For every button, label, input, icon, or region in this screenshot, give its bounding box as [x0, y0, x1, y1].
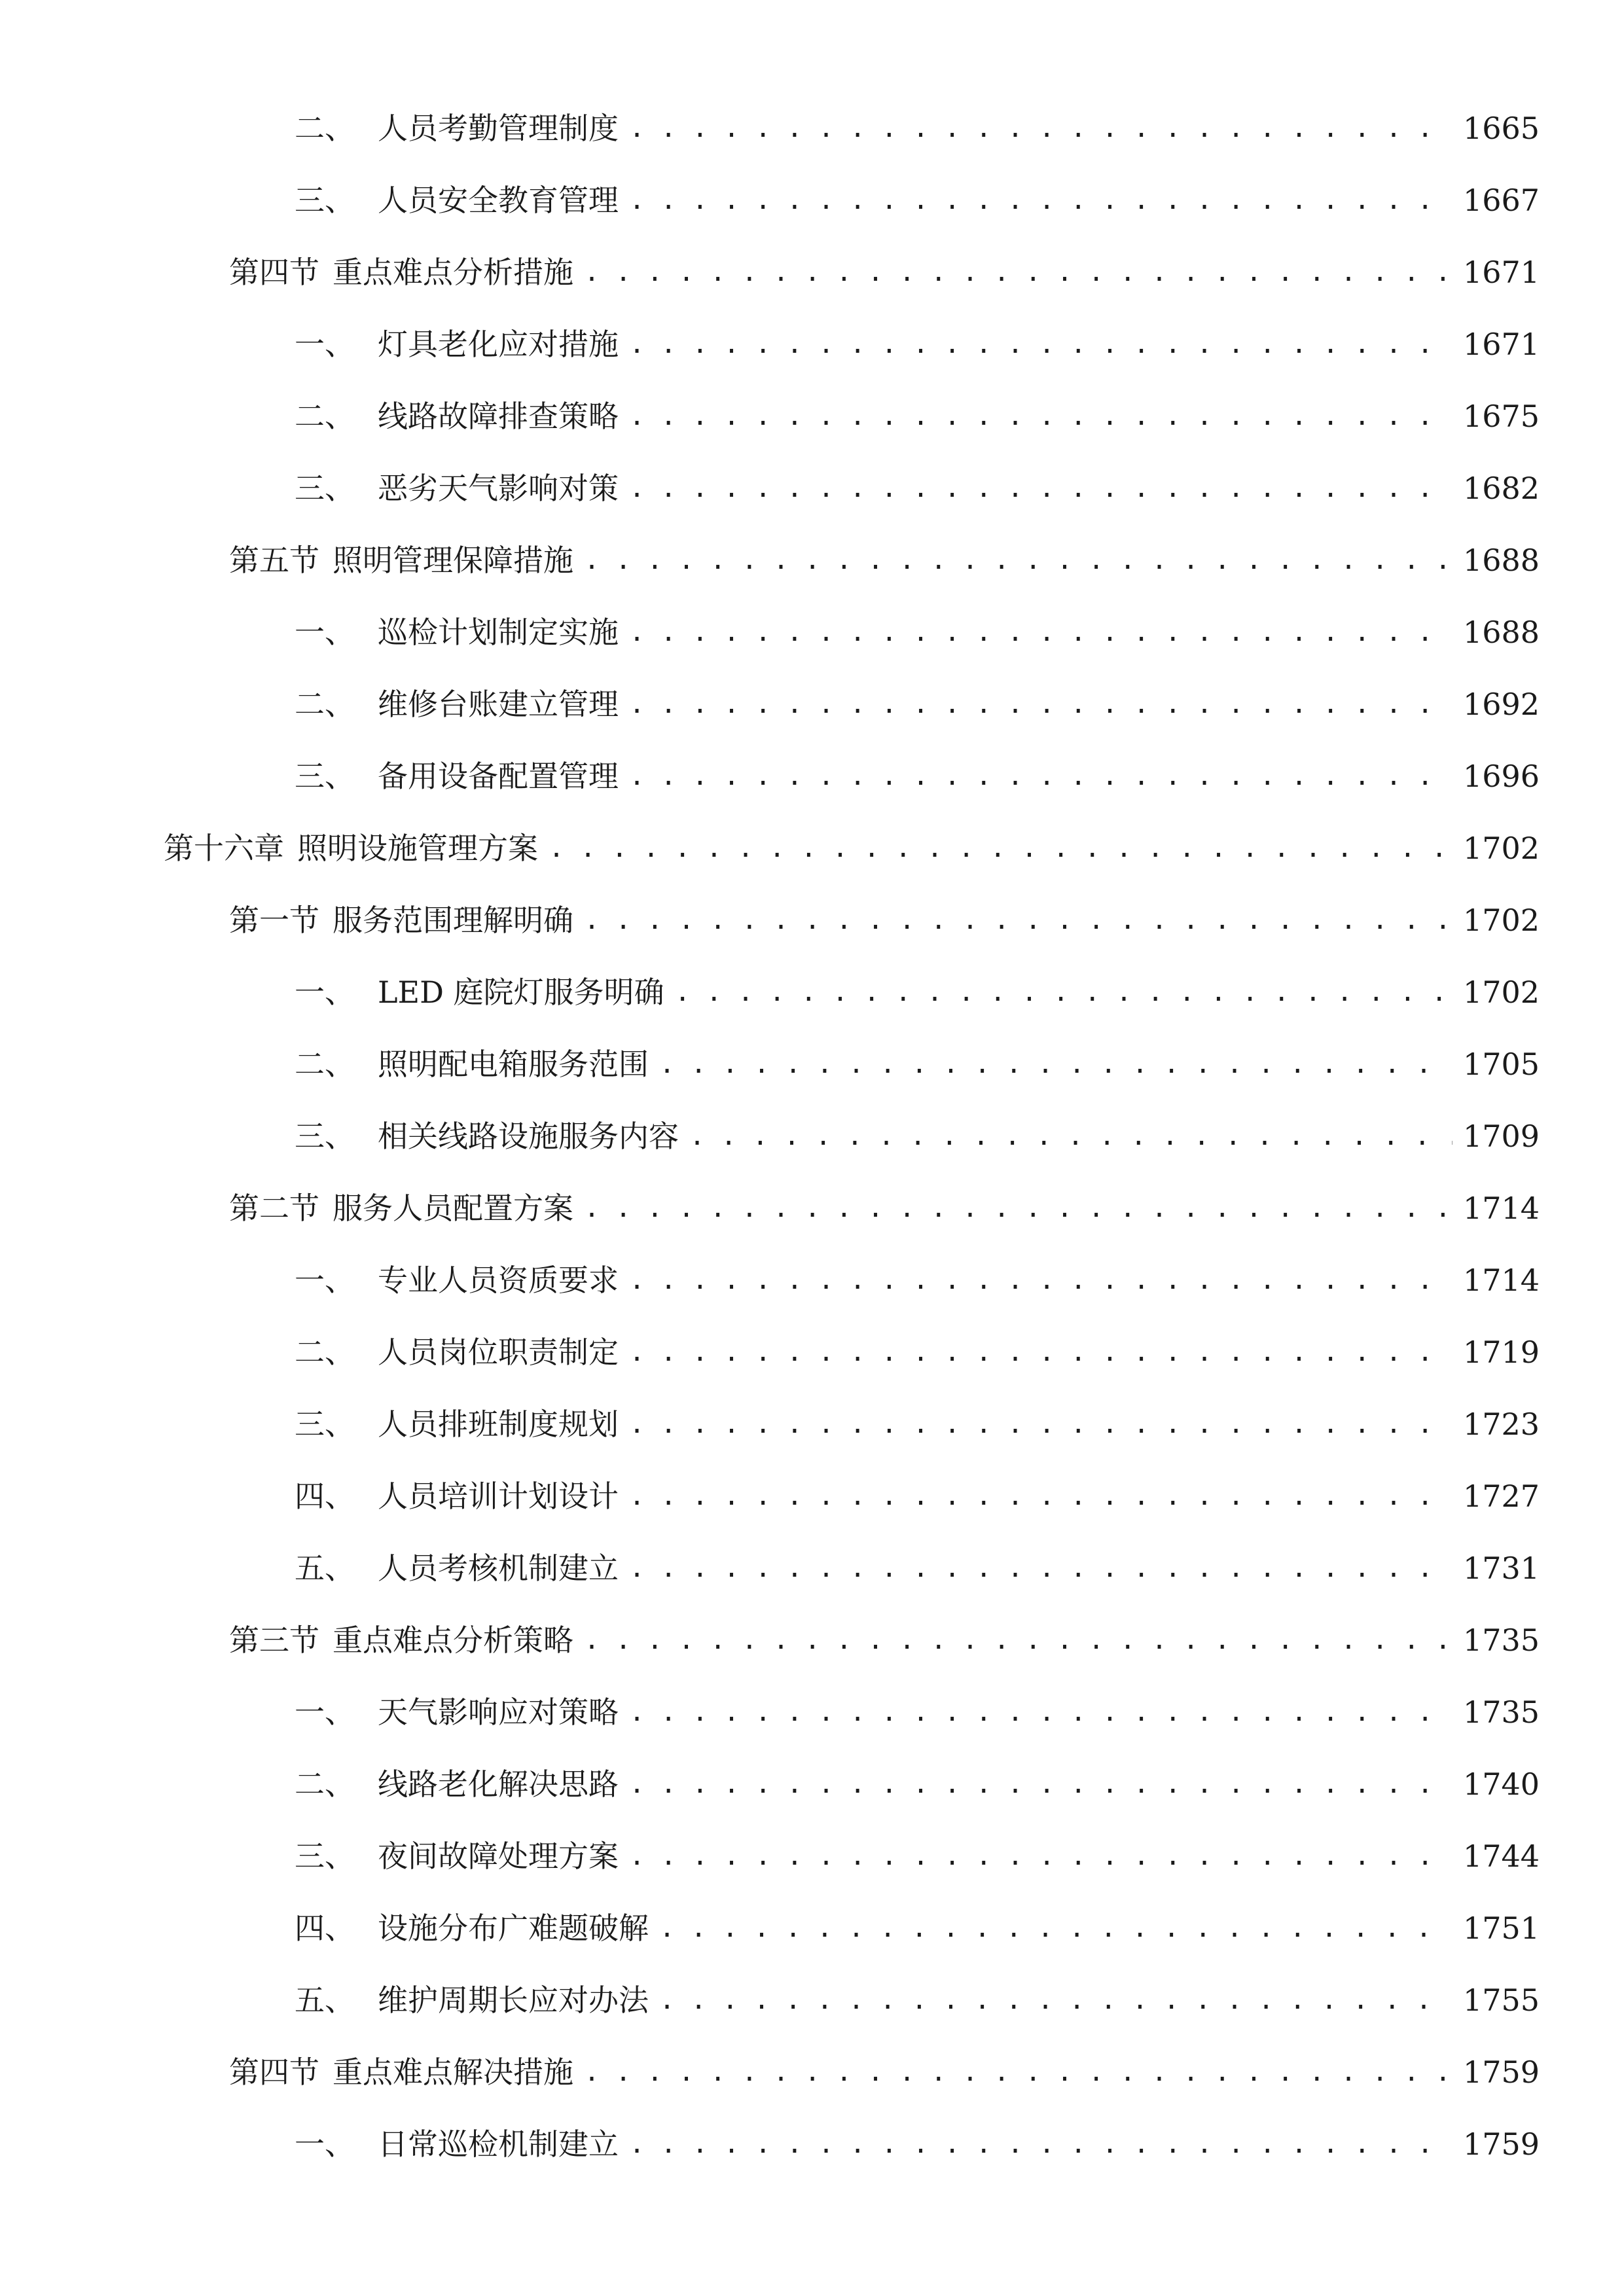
toc-entry-label	[295, 1405, 619, 1444]
toc-entry-marker: 三、	[295, 1119, 355, 1154]
toc-entry-marker: 二、	[295, 1047, 355, 1082]
toc-page-number: 1671	[1463, 327, 1540, 362]
toc-entry[interactable]	[295, 1247, 1540, 1300]
toc-entry[interactable]	[295, 1463, 1540, 1516]
toc-entry[interactable]	[295, 1967, 1540, 2020]
toc-entry-title: 维护周期长应对办法	[378, 1982, 649, 2018]
toc-entry-title: 夜间故障处理方案	[378, 1839, 619, 1874]
toc-entry[interactable]	[295, 1535, 1540, 1588]
toc-entry-label	[295, 1693, 619, 1732]
dot-leader	[584, 2053, 1453, 2092]
toc-entry-label	[295, 181, 619, 220]
toc-entry-title: 备用设备配置管理	[378, 759, 619, 794]
toc-entry[interactable]	[295, 312, 1540, 364]
toc-entry-title: 日常巡检机制建立	[378, 2126, 619, 2162]
toc-page-number: 1702	[1463, 975, 1540, 1010]
toc-entry[interactable]	[295, 1751, 1540, 1804]
toc-entry-marker: 一、	[295, 327, 355, 362]
toc-page-number: 1702	[1463, 831, 1540, 866]
toc-entry-label	[295, 1117, 679, 1156]
toc-entry-marker: 一、	[295, 615, 355, 650]
toc-entry-label	[295, 469, 619, 508]
dot-leader	[629, 2125, 1453, 2164]
dot-leader	[584, 901, 1453, 940]
toc-entry-title: 巡检计划制定实施	[378, 615, 619, 650]
toc-entry[interactable]	[295, 672, 1540, 724]
toc-entry-marker: 四、	[295, 1910, 355, 1946]
toc-entry[interactable]	[295, 456, 1540, 508]
toc-entry[interactable]	[229, 888, 1540, 940]
toc-entry-label	[164, 829, 538, 868]
dot-leader	[659, 1909, 1453, 1948]
toc-entry[interactable]	[229, 1175, 1540, 1228]
toc-entry[interactable]	[295, 1679, 1540, 1732]
toc-entry[interactable]	[295, 600, 1540, 652]
toc-page-number: 1759	[1463, 2054, 1540, 2090]
toc-entry-title: 照明管理保障措施	[333, 543, 573, 578]
dot-leader	[675, 973, 1453, 1012]
toc-page-number: 1735	[1463, 1695, 1540, 1730]
toc-page-number: 1692	[1463, 687, 1540, 722]
toc-entry-label	[295, 1837, 619, 1876]
toc-page-number: 1731	[1463, 1551, 1540, 1586]
toc-entry-label	[295, 1549, 619, 1588]
toc-entry-title: LED 庭院灯服务明确	[378, 975, 664, 1010]
toc-entry-label	[295, 1333, 619, 1372]
toc-entry[interactable]	[229, 2039, 1540, 2092]
toc-entry-marker: 三、	[295, 1839, 355, 1874]
toc-entry-label	[295, 757, 619, 796]
toc-entry-label	[295, 1909, 649, 1948]
dot-leader	[584, 541, 1453, 580]
toc-entry-marker: 第一节	[229, 903, 319, 938]
toc-entry[interactable]	[295, 168, 1540, 220]
dot-leader	[584, 1621, 1453, 1660]
toc-page-number: 1705	[1463, 1047, 1540, 1082]
toc-entry-title: 人员考核机制建立	[378, 1551, 619, 1586]
toc-entry-marker: 二、	[295, 1335, 355, 1370]
toc-entry-marker: 五、	[295, 1551, 355, 1586]
toc-entry-label	[295, 325, 619, 364]
toc-entry-title: 设施分布广难题破解	[378, 1910, 649, 1946]
toc-entry-marker: 四、	[295, 1479, 355, 1514]
dot-leader	[689, 1117, 1453, 1156]
toc-entry-marker: 三、	[295, 1407, 355, 1442]
toc-entry-marker: 二、	[295, 399, 355, 434]
toc-page-number: 1675	[1463, 399, 1540, 434]
dot-leader	[629, 1477, 1453, 1516]
dot-leader	[629, 181, 1453, 220]
toc-entry[interactable]	[295, 96, 1540, 148]
dot-leader	[629, 1765, 1453, 1804]
toc-entry-title: 线路故障排查策略	[378, 399, 619, 434]
toc-page-number: 1671	[1463, 255, 1540, 290]
toc-page-number: 1702	[1463, 903, 1540, 938]
toc-entry[interactable]	[229, 1607, 1540, 1660]
toc-entry-title: 重点难点解决措施	[333, 2054, 573, 2090]
dot-leader	[629, 325, 1453, 364]
dot-leader	[629, 685, 1453, 724]
toc-entry-label	[295, 685, 619, 724]
toc-entry-title: 专业人员资质要求	[378, 1263, 619, 1298]
toc-entry-title: 人员考勤管理制度	[378, 111, 619, 146]
toc-page-number: 1665	[1463, 111, 1540, 146]
toc-entry-marker: 三、	[295, 759, 355, 794]
toc-entry-label	[295, 973, 664, 1012]
toc-entry-label	[229, 901, 573, 940]
toc-entry-label	[295, 1477, 619, 1516]
dot-leader	[629, 109, 1453, 148]
toc-page-number: 1735	[1463, 1623, 1540, 1658]
toc-entry[interactable]	[295, 744, 1540, 796]
toc-entry[interactable]	[295, 2111, 1540, 2164]
toc-entry-title: 恶劣天气影响对策	[378, 471, 619, 506]
toc-entry-title: 服务范围理解明确	[333, 903, 573, 938]
toc-entry-title: 人员培训计划设计	[378, 1479, 619, 1514]
toc-entry-title: 人员岗位职责制定	[378, 1335, 619, 1370]
toc-page-number: 1714	[1463, 1263, 1540, 1298]
toc-page-number: 1755	[1463, 1982, 1540, 2018]
dot-leader	[659, 1045, 1453, 1084]
dot-leader	[629, 1549, 1453, 1588]
toc-entry-title: 维修台账建立管理	[378, 687, 619, 722]
toc-page-number: 1682	[1463, 471, 1540, 506]
dot-leader	[629, 1837, 1453, 1876]
dot-leader	[629, 757, 1453, 796]
toc-entry-label	[295, 1045, 649, 1084]
toc-entry-label	[295, 2125, 619, 2164]
dot-leader	[629, 1405, 1453, 1444]
toc-entry[interactable]	[229, 240, 1540, 292]
toc-entry-marker: 一、	[295, 1695, 355, 1730]
toc-entry-marker: 第二节	[229, 1191, 319, 1226]
toc-page-number: 1688	[1463, 615, 1540, 650]
toc-entry-marker: 一、	[295, 1263, 355, 1298]
toc-entry-marker: 二、	[295, 111, 355, 146]
dot-leader	[629, 1333, 1453, 1372]
toc-entry-title: 人员安全教育管理	[378, 183, 619, 218]
toc-entry-label	[295, 613, 619, 652]
toc-entry[interactable]	[295, 1895, 1540, 1948]
toc-entry-label	[295, 397, 619, 436]
dot-leader	[584, 1189, 1453, 1228]
toc-entry-title: 人员排班制度规划	[378, 1407, 619, 1442]
toc-entry-label	[295, 1765, 619, 1804]
dot-leader	[629, 397, 1453, 436]
dot-leader	[549, 829, 1453, 868]
toc-entry-label	[229, 541, 573, 580]
toc-entry-label	[229, 1189, 573, 1228]
toc-entry-marker: 一、	[295, 2126, 355, 2162]
toc-entry[interactable]	[229, 528, 1540, 580]
toc-entry[interactable]	[295, 1391, 1540, 1444]
dot-leader	[629, 1693, 1453, 1732]
toc-entry-title: 重点难点分析措施	[333, 255, 573, 290]
toc-entry-label	[229, 2053, 573, 2092]
toc-entry-label	[295, 1261, 619, 1300]
toc-page-number: 1709	[1463, 1119, 1540, 1154]
toc-entry[interactable]	[295, 1319, 1540, 1372]
toc-entry-label	[229, 253, 573, 292]
toc-entry-marker: 第四节	[229, 255, 319, 290]
toc-entry-title: 天气影响应对策略	[378, 1695, 619, 1730]
toc-entry-title: 服务人员配置方案	[333, 1191, 573, 1226]
toc-entry-title: 照明配电箱服务范围	[378, 1047, 649, 1082]
toc-page-number: 1751	[1463, 1910, 1540, 1946]
dot-leader	[629, 469, 1453, 508]
dot-leader	[659, 1981, 1453, 2020]
toc-page-number: 1719	[1463, 1335, 1540, 1370]
toc-page-number: 1696	[1463, 759, 1540, 794]
toc-entry-title: 线路老化解决思路	[378, 1767, 619, 1802]
toc-entry-marker: 二、	[295, 687, 355, 722]
toc-page-number: 1723	[1463, 1407, 1540, 1442]
dot-leader	[629, 613, 1453, 652]
toc-entry-marker: 三、	[295, 183, 355, 218]
toc-page-number: 1667	[1463, 183, 1540, 218]
toc-entry[interactable]	[295, 1823, 1540, 1876]
toc-entry-label	[295, 109, 619, 148]
toc-entry[interactable]	[295, 1103, 1540, 1156]
toc-entry-title: 重点难点分析策略	[333, 1623, 573, 1658]
toc-entry[interactable]	[295, 960, 1540, 1012]
toc-entry-title: 相关线路设施服务内容	[378, 1119, 679, 1154]
dot-leader	[629, 1261, 1453, 1300]
toc-entry[interactable]	[295, 1031, 1540, 1084]
toc-entry-marker: 五、	[295, 1982, 355, 2018]
toc-entry-title: 灯具老化应对措施	[378, 327, 619, 362]
toc-entry-marker: 第三节	[229, 1623, 319, 1658]
dot-leader	[584, 253, 1453, 292]
toc-entry[interactable]	[295, 384, 1540, 436]
toc-entry-label	[229, 1621, 573, 1660]
toc-page-number: 1688	[1463, 543, 1540, 578]
toc-page-number: 1759	[1463, 2126, 1540, 2162]
toc-entry-marker: 三、	[295, 471, 355, 506]
toc-page-number: 1714	[1463, 1191, 1540, 1226]
toc-entry[interactable]	[164, 816, 1540, 868]
toc-page-number: 1740	[1463, 1767, 1540, 1802]
toc-entry-marker: 二、	[295, 1767, 355, 1802]
toc-entry-marker: 第十六章	[164, 831, 284, 866]
toc-entry-marker: 第五节	[229, 543, 319, 578]
toc-page-number: 1744	[1463, 1839, 1540, 1874]
toc-page-number: 1727	[1463, 1479, 1540, 1514]
toc-entry-title: 照明设施管理方案	[297, 831, 538, 866]
toc-entry-marker: 第四节	[229, 2054, 319, 2090]
toc-entry-marker: 一、	[295, 975, 355, 1010]
toc-entry-label	[295, 1981, 649, 2020]
